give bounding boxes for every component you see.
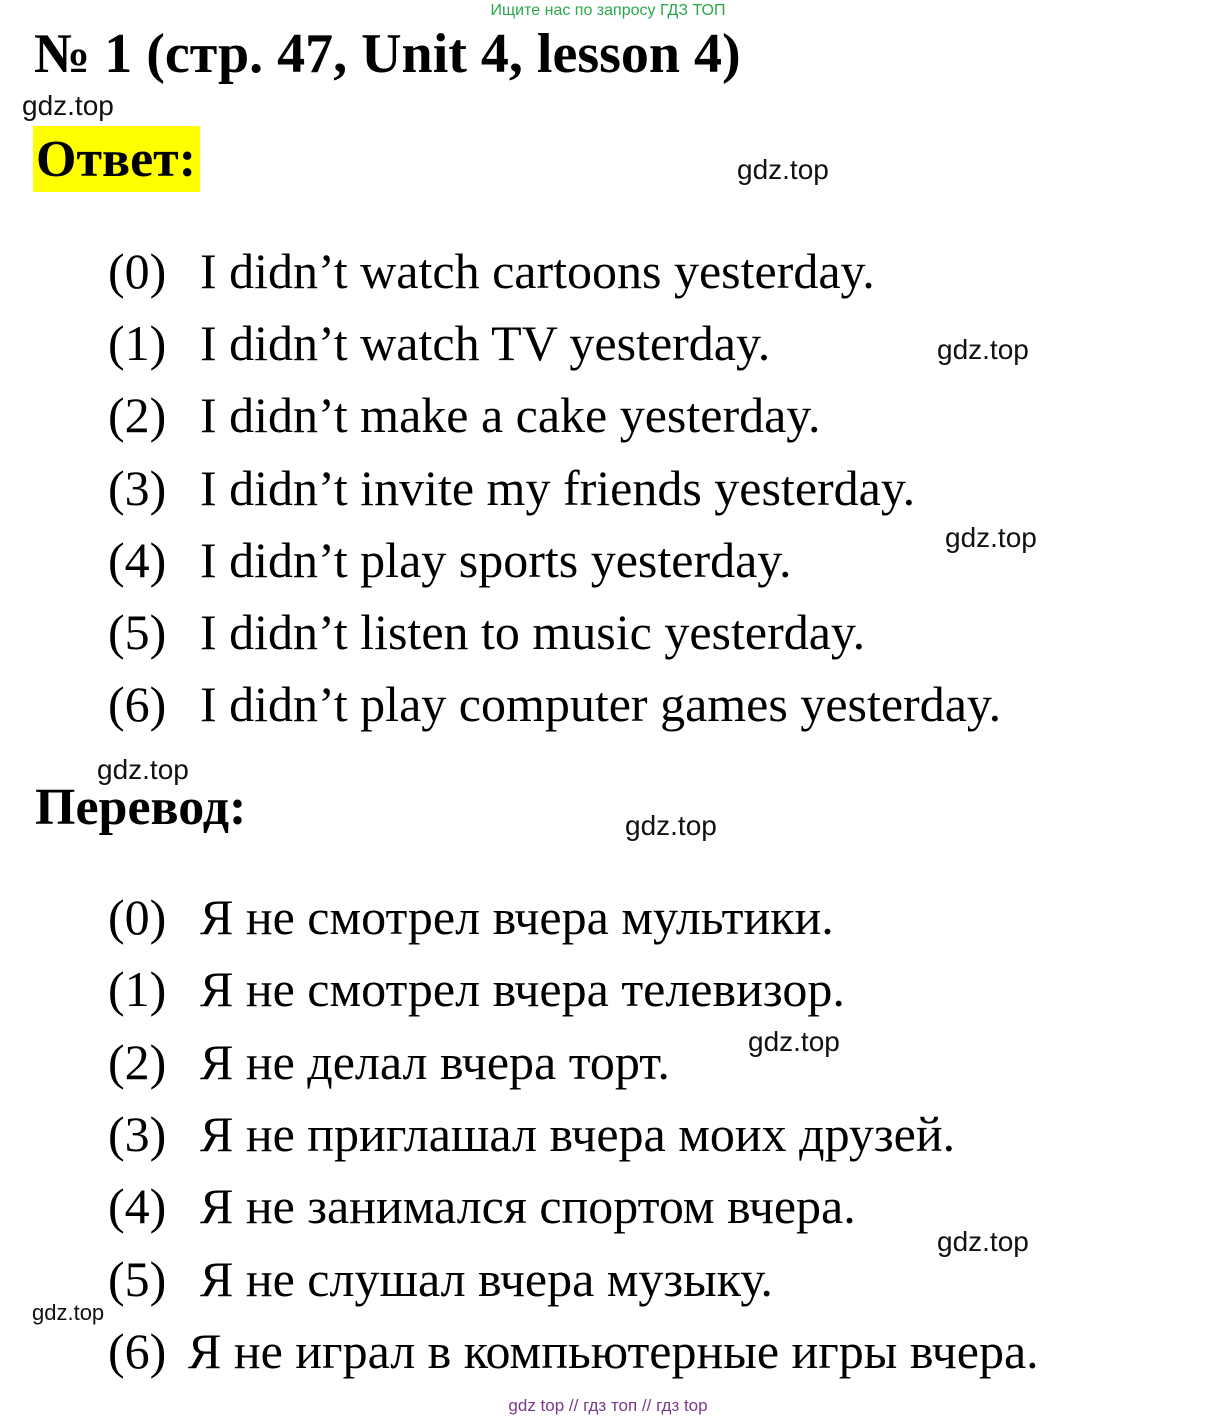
translation-item-text: Я не делал вчера торт. bbox=[200, 1034, 670, 1090]
translation-item-4 bbox=[108, 1178, 856, 1234]
answer-item-text: I didn’t play sports yesterday. bbox=[200, 532, 792, 588]
translation-item-1 bbox=[108, 961, 845, 1017]
watermark: gdz.top bbox=[625, 810, 717, 841]
answer-item-5 bbox=[108, 604, 866, 660]
watermark: gdz.top bbox=[945, 522, 1037, 553]
translation-item-5 bbox=[108, 1251, 773, 1307]
translation-item-number: (6) bbox=[108, 1323, 167, 1379]
answer-item-number: (6) bbox=[108, 676, 167, 732]
translation-item-number: (2) bbox=[108, 1034, 167, 1090]
watermark: gdz.top bbox=[97, 754, 189, 785]
translation-item-3 bbox=[108, 1106, 956, 1162]
translation-item-text: Я не слушал вчера музыку. bbox=[200, 1251, 773, 1307]
answer-item-text: I didn’t watch TV yesterday. bbox=[200, 315, 771, 371]
translation-item-number: (1) bbox=[108, 961, 167, 1017]
answer-item-3 bbox=[108, 460, 916, 516]
answer-item-number: (2) bbox=[108, 387, 167, 443]
watermark: gdz.top bbox=[748, 1026, 840, 1057]
answer-item-1 bbox=[108, 315, 771, 371]
top-banner: Ищите нас по запросу ГДЗ ТОП bbox=[490, 2, 726, 19]
translation-item-text: Я не занимался спортом вчера. bbox=[200, 1178, 856, 1234]
translation-item-text: Я не играл в компьютерные игры вчера. bbox=[188, 1323, 1039, 1379]
watermark: gdz.top bbox=[937, 334, 1029, 365]
translation-item-number: (3) bbox=[108, 1106, 167, 1162]
translation-item-0 bbox=[108, 889, 834, 945]
answer-item-number: (3) bbox=[108, 460, 167, 516]
answer-heading: Ответ: bbox=[33, 126, 200, 192]
translation-item-text: Я не смотрел вчера мультики. bbox=[200, 889, 834, 945]
watermark: gdz.top bbox=[32, 1300, 105, 1325]
answer-item-text: I didn’t listen to music yesterday. bbox=[200, 604, 866, 660]
page-title: № 1 (стр. 47, Unit 4, lesson 4) bbox=[34, 23, 741, 85]
bottom-links: gdz top // гдз топ // гдз top bbox=[508, 1396, 708, 1415]
answer-item-6 bbox=[108, 676, 1002, 732]
translation-item-number: (4) bbox=[108, 1178, 167, 1234]
translation-heading: Перевод: bbox=[35, 779, 247, 836]
watermark: gdz.top bbox=[22, 90, 114, 121]
answer-item-number: (4) bbox=[108, 532, 167, 588]
answer-item-0 bbox=[108, 243, 875, 299]
translation-item-number: (0) bbox=[108, 889, 167, 945]
answer-item-text: I didn’t watch cartoons yesterday. bbox=[200, 243, 875, 299]
answer-item-4 bbox=[108, 532, 792, 588]
answer-item-number: (5) bbox=[108, 604, 167, 660]
answer-item-number: (0) bbox=[108, 243, 167, 299]
answer-item-text: I didn’t make a cake yesterday. bbox=[200, 387, 821, 443]
translation-item-2 bbox=[108, 1034, 670, 1090]
answer-item-text: I didn’t play computer games yesterday. bbox=[200, 676, 1002, 732]
watermark: gdz.top bbox=[937, 1226, 1029, 1257]
answer-item-text: I didn’t invite my friends yesterday. bbox=[200, 460, 916, 516]
answer-item-number: (1) bbox=[108, 315, 167, 371]
watermark: gdz.top bbox=[737, 154, 829, 185]
translation-item-text: Я не приглашал вчера моих друзей. bbox=[200, 1106, 956, 1162]
translation-item-6 bbox=[108, 1323, 1039, 1379]
translation-item-number: (5) bbox=[108, 1251, 167, 1307]
answer-item-2 bbox=[108, 387, 821, 443]
translation-item-text: Я не смотрел вчера телевизор. bbox=[200, 961, 845, 1017]
